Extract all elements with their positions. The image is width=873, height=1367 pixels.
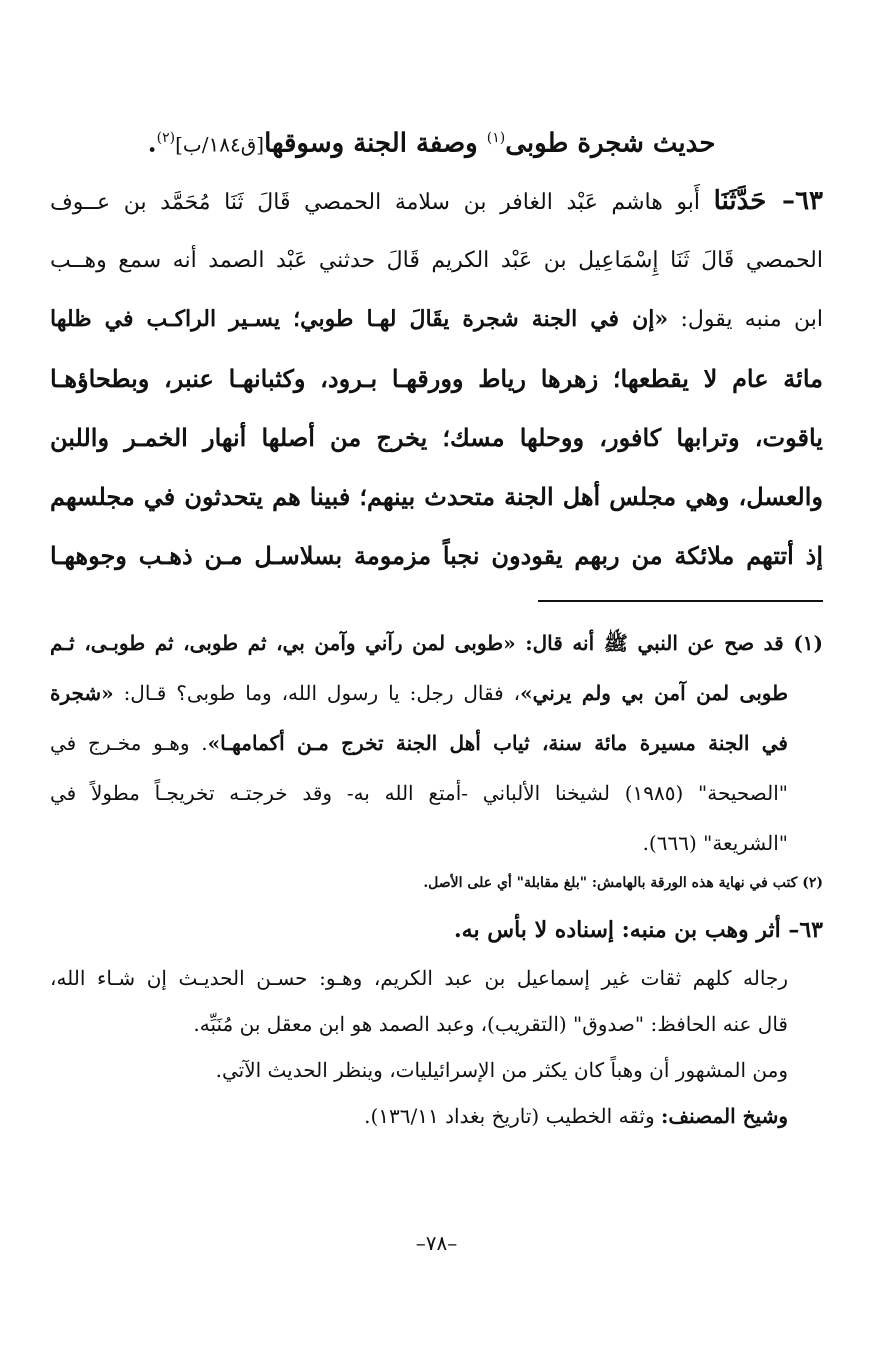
footnote-2: (٢) كتب في نهاية هذه الورقة بالهامش: "بلغ مقابلة" أي على الأصل. bbox=[423, 875, 823, 891]
hadith-number: ٦٣– حَدَّثَنَا bbox=[713, 186, 823, 216]
hadith-text bbox=[50, 172, 823, 585]
footnote-text: (١) قد صح عن النبي ﷺ أنه قال: bbox=[515, 631, 823, 655]
isnad-text: ابن منبه يقول: bbox=[668, 307, 823, 332]
commentary-text: وثقه الخطيب (تاريخ بغداد ١٣٦/١١). bbox=[364, 1104, 661, 1128]
footnote-1-line bbox=[50, 668, 823, 718]
footnotes bbox=[50, 618, 823, 898]
commentary-line: قال عنه الحافظ: "صدوق" (التقريب)، وعبد الصمد هو ابن معقل بن مُنَبِّه. bbox=[193, 1012, 788, 1036]
isnad-text: أَبو هاشم عَبْد الغافر بن سلامة الحمصي قَالَ ثَنَا مُحَمَّد بن عــوف bbox=[50, 190, 714, 215]
chapter-heading bbox=[120, 118, 743, 165]
footnote-quote: «طوبى لمن رآني وآمن بي، ثم طوبى، ثم طوبـى، ثـم bbox=[50, 631, 516, 655]
footnote-marker-1[interactable]: (١) bbox=[486, 130, 506, 146]
footnote-1-line: "الصحيحة" (١٩٨٥) لشيخنا الألباني -أمتع الله به- وقد خرجتـه تخريجـاً مطولاً في bbox=[50, 781, 788, 805]
page-number: –٧٨– bbox=[415, 1231, 458, 1255]
hadith-line bbox=[50, 290, 823, 349]
hadith-line: والعسل، وهي مجلس أهل الجنة متحدث بينهم؛ فبينا هم يتحدثون في مجلسهم bbox=[50, 482, 823, 511]
footnote-1-line: "الشريعة" (٦٦٦). bbox=[642, 831, 788, 855]
commentary-label: وشيخ المصنف: bbox=[660, 1104, 788, 1128]
footnote-text: ، فقال رجل: يا رسول الله، وما طوبى؟ قـال: bbox=[113, 681, 521, 705]
hadith-line: إذ أتتهم ملائكة من ربهم يقودون نجباً مزمومة بسلاسـل مـن ذهـب وجوههـا bbox=[50, 541, 823, 570]
commentary-line: ومن المشهور أن وهباً كان يكثر من الإسرائيليات، وينظر الحديث الآتي. bbox=[215, 1058, 788, 1082]
footnote-quote: «شجرة bbox=[50, 681, 114, 705]
commentary-line: رجاله كلهم ثقات غير إسماعيل بن عبد الكريم، وهـو: حسـن الحديـث إن شـاء الله، bbox=[50, 966, 788, 990]
footnote-1-line bbox=[50, 718, 823, 768]
editor-commentary bbox=[50, 905, 823, 1139]
footnote-text: . وهـو مخـرج في bbox=[50, 731, 208, 755]
footnote-1-line bbox=[50, 618, 823, 668]
footnote-quote: طوبى لمن آمن بي ولم يرني» bbox=[520, 681, 789, 705]
heading-end: . bbox=[147, 128, 157, 159]
footnote-quote: في الجنة مسيرة مائة سنة، ثياب أهل الجنة تخرج مـن أكمامهـا» bbox=[207, 731, 788, 755]
commentary-line bbox=[50, 1093, 823, 1139]
hadith-line: مائة عام لا يقطعها؛ زهرها رياط وورقهـا بـرود، وكثبانهـا عنبر، وبطحاؤهـا bbox=[50, 364, 823, 393]
hadith-line: ياقوت، وترابها كافور، ووحلها مسك؛ يخرج من أصلها أنهار الخمـر واللبن bbox=[50, 423, 823, 452]
footnote-marker-2[interactable]: (٢) bbox=[156, 130, 176, 146]
heading-title-rest: وصفة الجنة وسوقها bbox=[264, 128, 487, 159]
hadith-line bbox=[50, 172, 823, 231]
manuscript-reference: [ق١٨٤/ب] bbox=[175, 132, 265, 157]
heading-title: حديث شجرة طوبى bbox=[505, 128, 716, 159]
commentary-title: ٦٣– أثر وهب بن منبه: إسناده لا بأس به. bbox=[454, 917, 823, 943]
footnote-divider bbox=[538, 600, 823, 602]
hadith-line: الحمصي قَالَ ثَنَا إِسْمَاعِيل بن عَبْد الكريم قَالَ حدثني عَبْد الصمد أنه سمع وهــب bbox=[50, 248, 823, 273]
matn-text: «إن في الجنة شجرة يقَالَ لهـا طوبي؛ يسـير الراكـب في ظلها bbox=[50, 306, 669, 332]
